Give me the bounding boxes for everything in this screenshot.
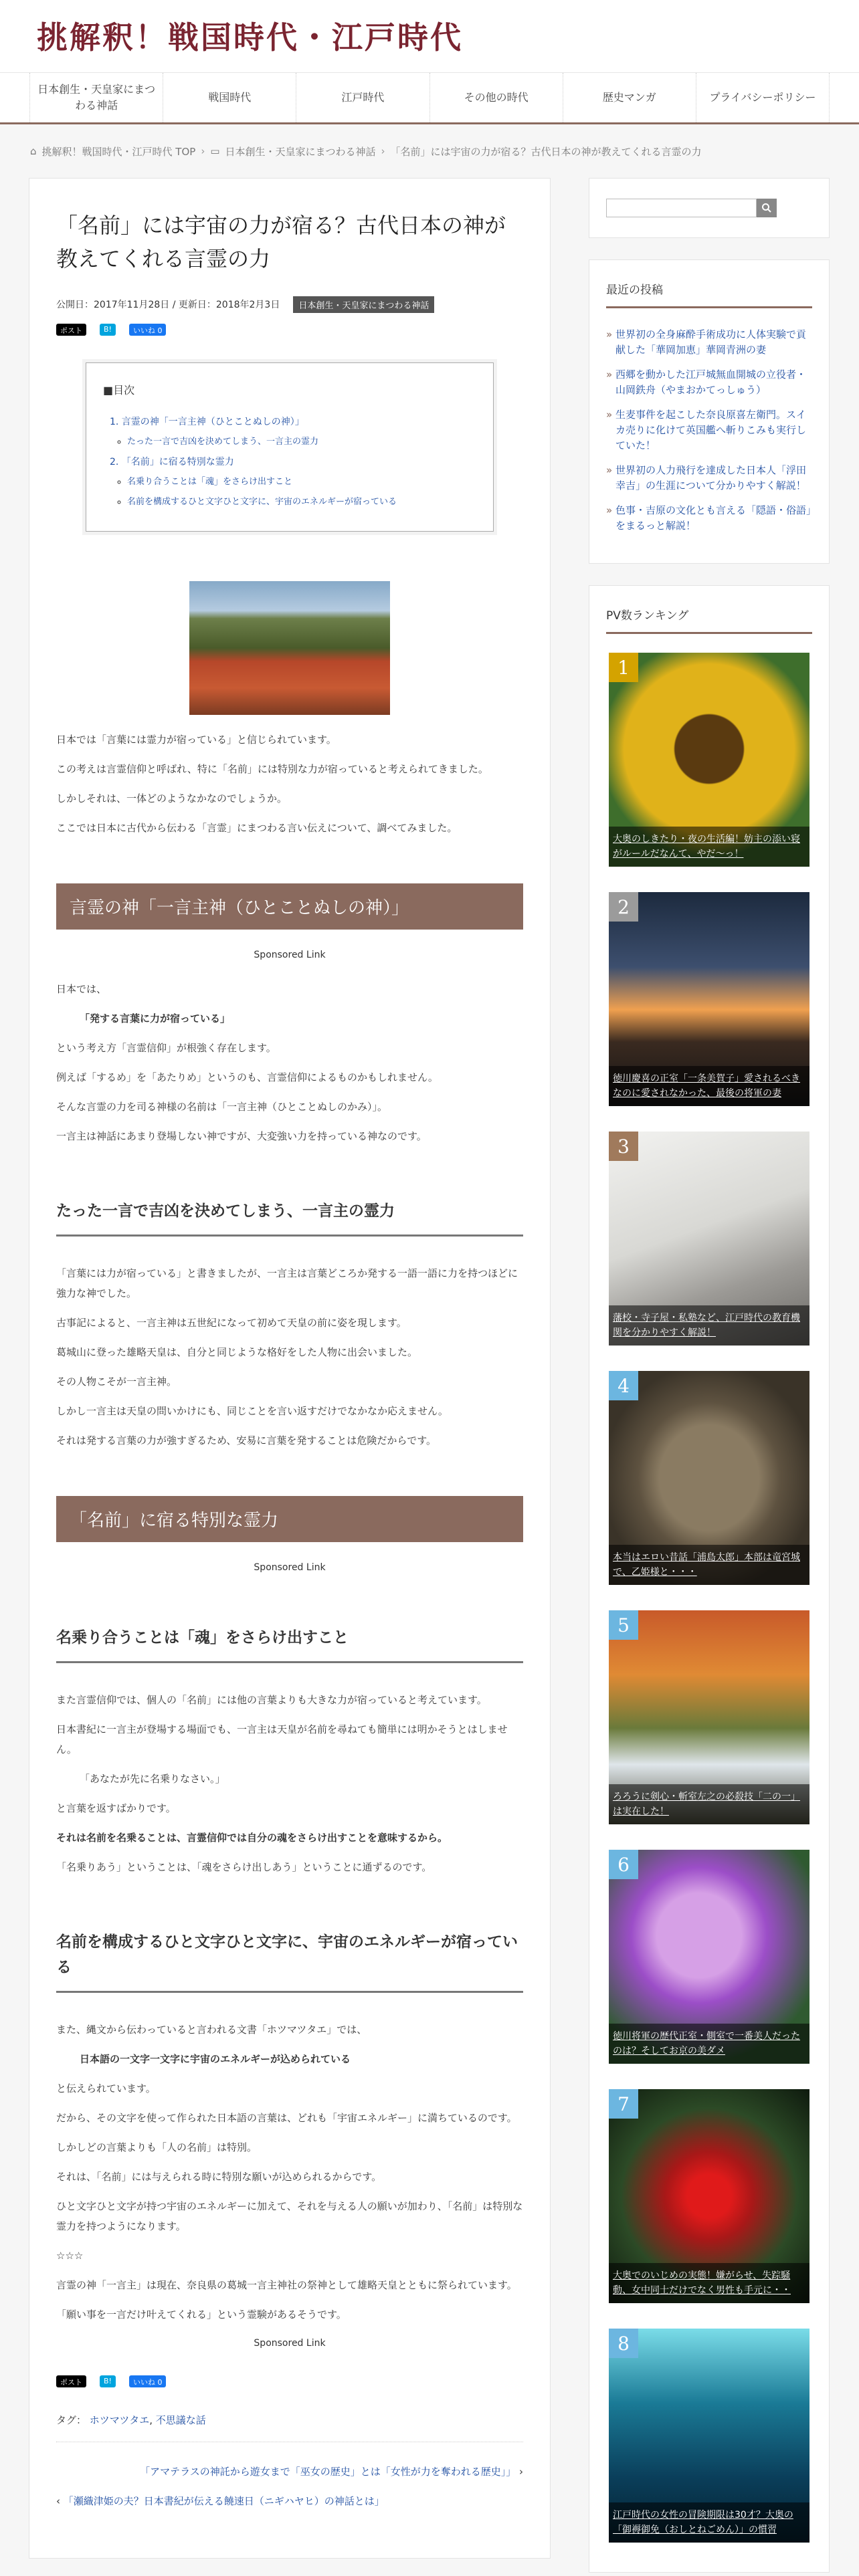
paragraph: 葛城山に登った雄略天皇は、自分と同じような格好をした人物に出会いました。 [56,1346,418,1358]
ranking-title[interactable]: 大奥でのいじめの実態！嫌がらせ、失踪騒動、女中同士だけでなく男性も手元に・・ [609,2263,809,2303]
paragraph: ここでは日本に古代から伝わる「言霊」にまつわる言い伝えについて、調べてみました。 [56,822,458,834]
quote: 「あなたが先に名乗りなさい。」 [80,1773,225,1785]
global-nav [0,72,859,124]
post-title: 「名前」には宇宙の力が宿る？古代日本の神が教えてくれる言霊の力 [56,213,506,272]
paragraph: また言霊信仰では、個人の「名前」には他の言葉よりも大きな力が宿っていると考えています。 [56,1694,487,1706]
paragraph: 例えば「するめ」を「あたりめ」というのも、言霊信仰によるものかもしれません。 [56,1071,438,1083]
breadcrumb [0,124,859,178]
rank-number: 5 [609,1610,638,1640]
ranking-item[interactable] [609,1850,809,2064]
paragraph: 日本では、 [56,983,107,995]
paragraph: 日本書紀に一言主が登場する場面でも、一言主は天皇が名前を尋ねても簡単には明かそうとはしません。 [56,1723,508,1755]
share-buttons-top [56,324,523,336]
widget-title: PV数ランキング [606,606,812,634]
facebook-like-button[interactable]: いいね 0 [129,2375,167,2387]
post-meta [56,294,523,314]
eyecatch-image [189,581,390,715]
ranking-item[interactable] [609,653,809,867]
folder-icon: ▭ [210,145,220,157]
toc-link[interactable]: 1. 言霊の神「一言主神（ひとことぬしの神）」 [110,417,304,427]
paragraph: それは、「名前」には与えられる時に特別な願いが込められるからです。 [56,2171,382,2183]
paragraph: その人物こそが一言主神。 [56,1376,177,1388]
toc-title: ■目次 [103,384,135,397]
nav-item-privacy-policy[interactable]: プライバシーポリシー [696,73,830,122]
rank-number: 6 [609,1850,638,1879]
chevron-left-icon: ‹ [56,2495,60,2507]
hatena-bookmark-button[interactable]: B! [100,2375,116,2387]
search-button[interactable] [757,199,777,217]
previous-post-link[interactable]: 「アマテラスの神託から遊女まで「巫女の歴史」とは「女性が力を奪われる歴史」」 [140,2466,516,2478]
rank-number: 3 [609,1132,638,1161]
tag-link[interactable]: ホツマツタエ [89,2414,150,2426]
paragraph: と言葉を返すばかりです。 [56,1802,176,1814]
ranking-item[interactable] [609,2329,809,2543]
ranking-title[interactable]: 徳川将軍の歴代正室・側室で一番美人だったのは？そしてお京の美ダメ [609,2024,809,2064]
breadcrumb-home[interactable]: 挑解釈！戦国時代・江戸時代 TOP [41,145,196,158]
facebook-like-button[interactable]: いいね 0 [129,324,167,336]
ranking-item[interactable] [609,1610,809,1824]
toc-link[interactable]: たった一言で吉凶を決めてしまう、一言主の霊力 [127,437,319,447]
ranking-title[interactable]: ろろうに剣心・斬室左之の必殺技「二の一」は実在した！ [609,1784,809,1824]
site-title[interactable]: 挑解釈！戦国時代・江戸時代 [37,19,463,56]
search-widget [589,178,830,238]
tags-label: タグ： [56,2414,87,2426]
breadcrumb-separator: › [201,145,205,157]
paragraph: 「名乗りあう」ということは、「魂をさらけ出しあう」ということに通ずるのです。 [56,1861,432,1873]
article [29,178,551,2559]
paragraph: そんな言霊の力を司る神様の名前は「一言主神（ひとことぬしのかみ）」。 [56,1101,388,1113]
sponsored-link-label: Sponsored Link [254,950,326,960]
subsection-heading: たった一言で吉凶を決めてしまう、一言主の霊力 [56,1193,523,1237]
post-tags: タグ： ホツマツタエ, 不思議な話 [56,2414,206,2426]
section-heading: 言霊の神「一言主神（ひとことぬしの神）」 [56,883,523,930]
ranking-title[interactable]: 大奥のしきたり・夜の生活編！妨主の添い寝がルールだなんて、やだ〜っ！ [609,827,809,867]
breadcrumb-category[interactable]: 日本創生・天皇家にまつわる神話 [225,145,376,158]
nav-item-sengoku[interactable]: 戦国時代 [163,73,296,122]
paragraph: と伝えられています。 [56,2082,156,2095]
paragraph: しかし一言主は天皇の問いかけにも、同じことを言い返すだけでなかなか応えません。 [56,1405,448,1417]
paragraph: だから、その文字を使って作られた日本語の言葉は、どれも「宇宙エネルギー」に満ちているのです。 [56,2112,517,2124]
chevron-right-icon: › [519,2466,523,2478]
paragraph: また、縄文から伝わっていると言われる文書「ホツマツタエ」では、 [56,2024,367,2036]
rank-number: 1 [609,653,638,682]
paragraph: この考えは言霊信仰と呼ばれ、特に「名前」には特別な力が宿っていると考えられてきました。 [56,763,488,775]
ranking-item[interactable] [609,2089,809,2303]
table-of-contents [86,362,494,532]
tweet-button[interactable]: ポスト [56,324,86,336]
hatena-bookmark-button[interactable]: B! [100,324,116,336]
recent-post-link[interactable]: 西郷を動かした江戸城無血開城の立役者・山岡鉄舟（やまおかてっしゅう） [615,368,807,396]
subsection-heading: 名乗り合うことは「魂」をさらけ出すこと [56,1620,523,1663]
paragraph: それは名前を名乗ることは、言霊信仰では自分の魂をさらけ出すことを意味するから。 [56,1832,448,1844]
paragraph: という考え方「言霊信仰」が根強く存在します。 [56,1042,276,1054]
paragraph: 言霊の神「一言主」は現在、奈良県の葛城一言主神社の祭神として雄略天皇とともに祭られています。 [56,2279,517,2291]
sponsored-link-label: Sponsored Link [254,1562,326,1573]
nav-item-history-manga[interactable]: 歴史マンガ [563,73,696,122]
nav-item-other-eras[interactable]: その他の時代 [430,73,563,122]
rank-number: 8 [609,2329,638,2358]
post-navigation [56,2442,523,2516]
sidebar [589,178,830,2576]
recent-post-link[interactable]: 世界初の全身麻酔手術成功に人体実験で貢献した「華岡加恵」華岡青洲の妻 [615,328,807,356]
toc-link[interactable]: 名前を構成するひと文字ひと文字に、宇宙のエネルギーが宿っている [127,497,397,507]
quote: 「発する言葉に力が宿っている」 [80,1012,231,1025]
ranking-item[interactable] [609,1371,809,1585]
ranking-title[interactable]: 江戸時代の女性の冒険期限は30才？大奥の「御褥御免（おしとねごめん）」の慣習 [609,2502,809,2543]
toc-link[interactable]: 名乗り合うことは「魂」をさらけ出すこと [127,477,293,487]
ranking-title[interactable]: 徳川慶喜の正室「一条美賀子」愛されるべきなのに愛されなかった、最後の将軍の妻 [609,1066,809,1106]
paragraph: 古事記によると、一言主神は五世紀になって初めて天皇の前に姿を現します。 [56,1317,407,1329]
recent-posts-widget [589,259,830,564]
paragraph: 一言主は神話にあまり登場しない神ですが、大変強い力を持っている神なのです。 [56,1130,427,1142]
ranking-title[interactable]: 本当はエロい昔話「浦島太郎」本部は竜宮城で、乙姫様と・・・ [609,1545,809,1585]
share-buttons-bottom [56,2375,523,2387]
sponsored-link-label: Sponsored Link [254,2338,326,2349]
ranking-widget [589,585,830,2573]
breadcrumb-separator: › [381,145,385,157]
tag-link[interactable]: 不思議な話 [155,2414,206,2426]
site-header [0,0,859,72]
ranking-title[interactable]: 藩校・寺子屋・私塾など、江戸時代の教育機関を分かりやすく解説！ [609,1305,809,1346]
breadcrumb-current: 「名前」には宇宙の力が宿る？古代日本の神が教えてくれる言霊の力 [390,145,702,158]
separator-stars: ☆☆☆ [56,2250,84,2262]
quote: 日本語の一文字一文字に宇宙のエネルギーが込められている [80,2053,351,2065]
tweet-button[interactable]: ポスト [56,2375,86,2387]
paragraph: しかしどの言葉よりも「人の名前」は特別。 [56,2141,258,2153]
subsection-heading: 名前を構成するひと文字ひと文字に、宇宙のエネルギーが宿っている [56,1924,523,1993]
nav-item-edo[interactable]: 江戸時代 [296,73,429,122]
next-post-link[interactable]: 「瀬織津姫の夫？日本書紀が伝える饒速日（ニギハヤヒ）の神話とは」 [63,2495,385,2507]
search-icon [761,203,772,213]
ranking-item[interactable] [609,1132,809,1346]
recent-post-link[interactable]: 世界初の人力飛行を達成した日本人「浮田幸吉」の生涯について分かりやすく解説！ [615,464,807,492]
post-date: 公開日：2017年11月28日 / 更新日：2018年2月3日 [56,300,280,310]
paragraph: しかしそれは、一体どのようなかなのでしょうか。 [56,792,288,804]
paragraph: ひと文字ひと文字が持つ宇宙のエネルギーに加えて、それを与える人の願いが加わり、「名前」は特別な霊力を持つようになります。 [56,2200,523,2232]
recent-post-link[interactable]: 色事・吉原の文化とも言える「隠語・俗語」をまるっと解説！ [615,504,812,532]
ranking-item[interactable] [609,892,809,1106]
widget-title: 最近の投稿 [606,280,812,308]
section-heading: 「名前」に宿る特別な霊力 [56,1496,523,1542]
home-icon: ⌂ [30,145,37,157]
paragraph: 日本では「言葉には霊力が宿っている」と信じられています。 [56,734,337,746]
paragraph: それは発する言葉の力が強すぎるため、安易に言葉を発することは危険だからです。 [56,1434,437,1446]
rank-number: 7 [609,2089,638,2119]
nav-item-mythology[interactable]: 日本創生・天皇家にまつわる神話 [29,73,163,122]
paragraph: 「言葉には力が宿っている」と書きましたが、一言主は言葉どころか発する一語一語に力を持つほどに強力な神でした。 [56,1267,518,1299]
rank-number: 2 [609,892,638,922]
category-badge[interactable]: 日本創生・天皇家にまつわる神話 [293,296,434,313]
recent-post-link[interactable]: 生麦事件を起こした奈良原喜左衛門。スイカ売りに化けて英国艦へ斬りこみも実行していた！ [615,409,807,451]
rank-number: 4 [609,1371,638,1400]
search-input[interactable] [606,199,757,217]
toc-link[interactable]: 2. 「名前」に宿る特別な霊力 [110,457,234,467]
paragraph: 「願い事を一言だけ叶えてくれる」という霊験があるそうです。 [56,2309,347,2321]
